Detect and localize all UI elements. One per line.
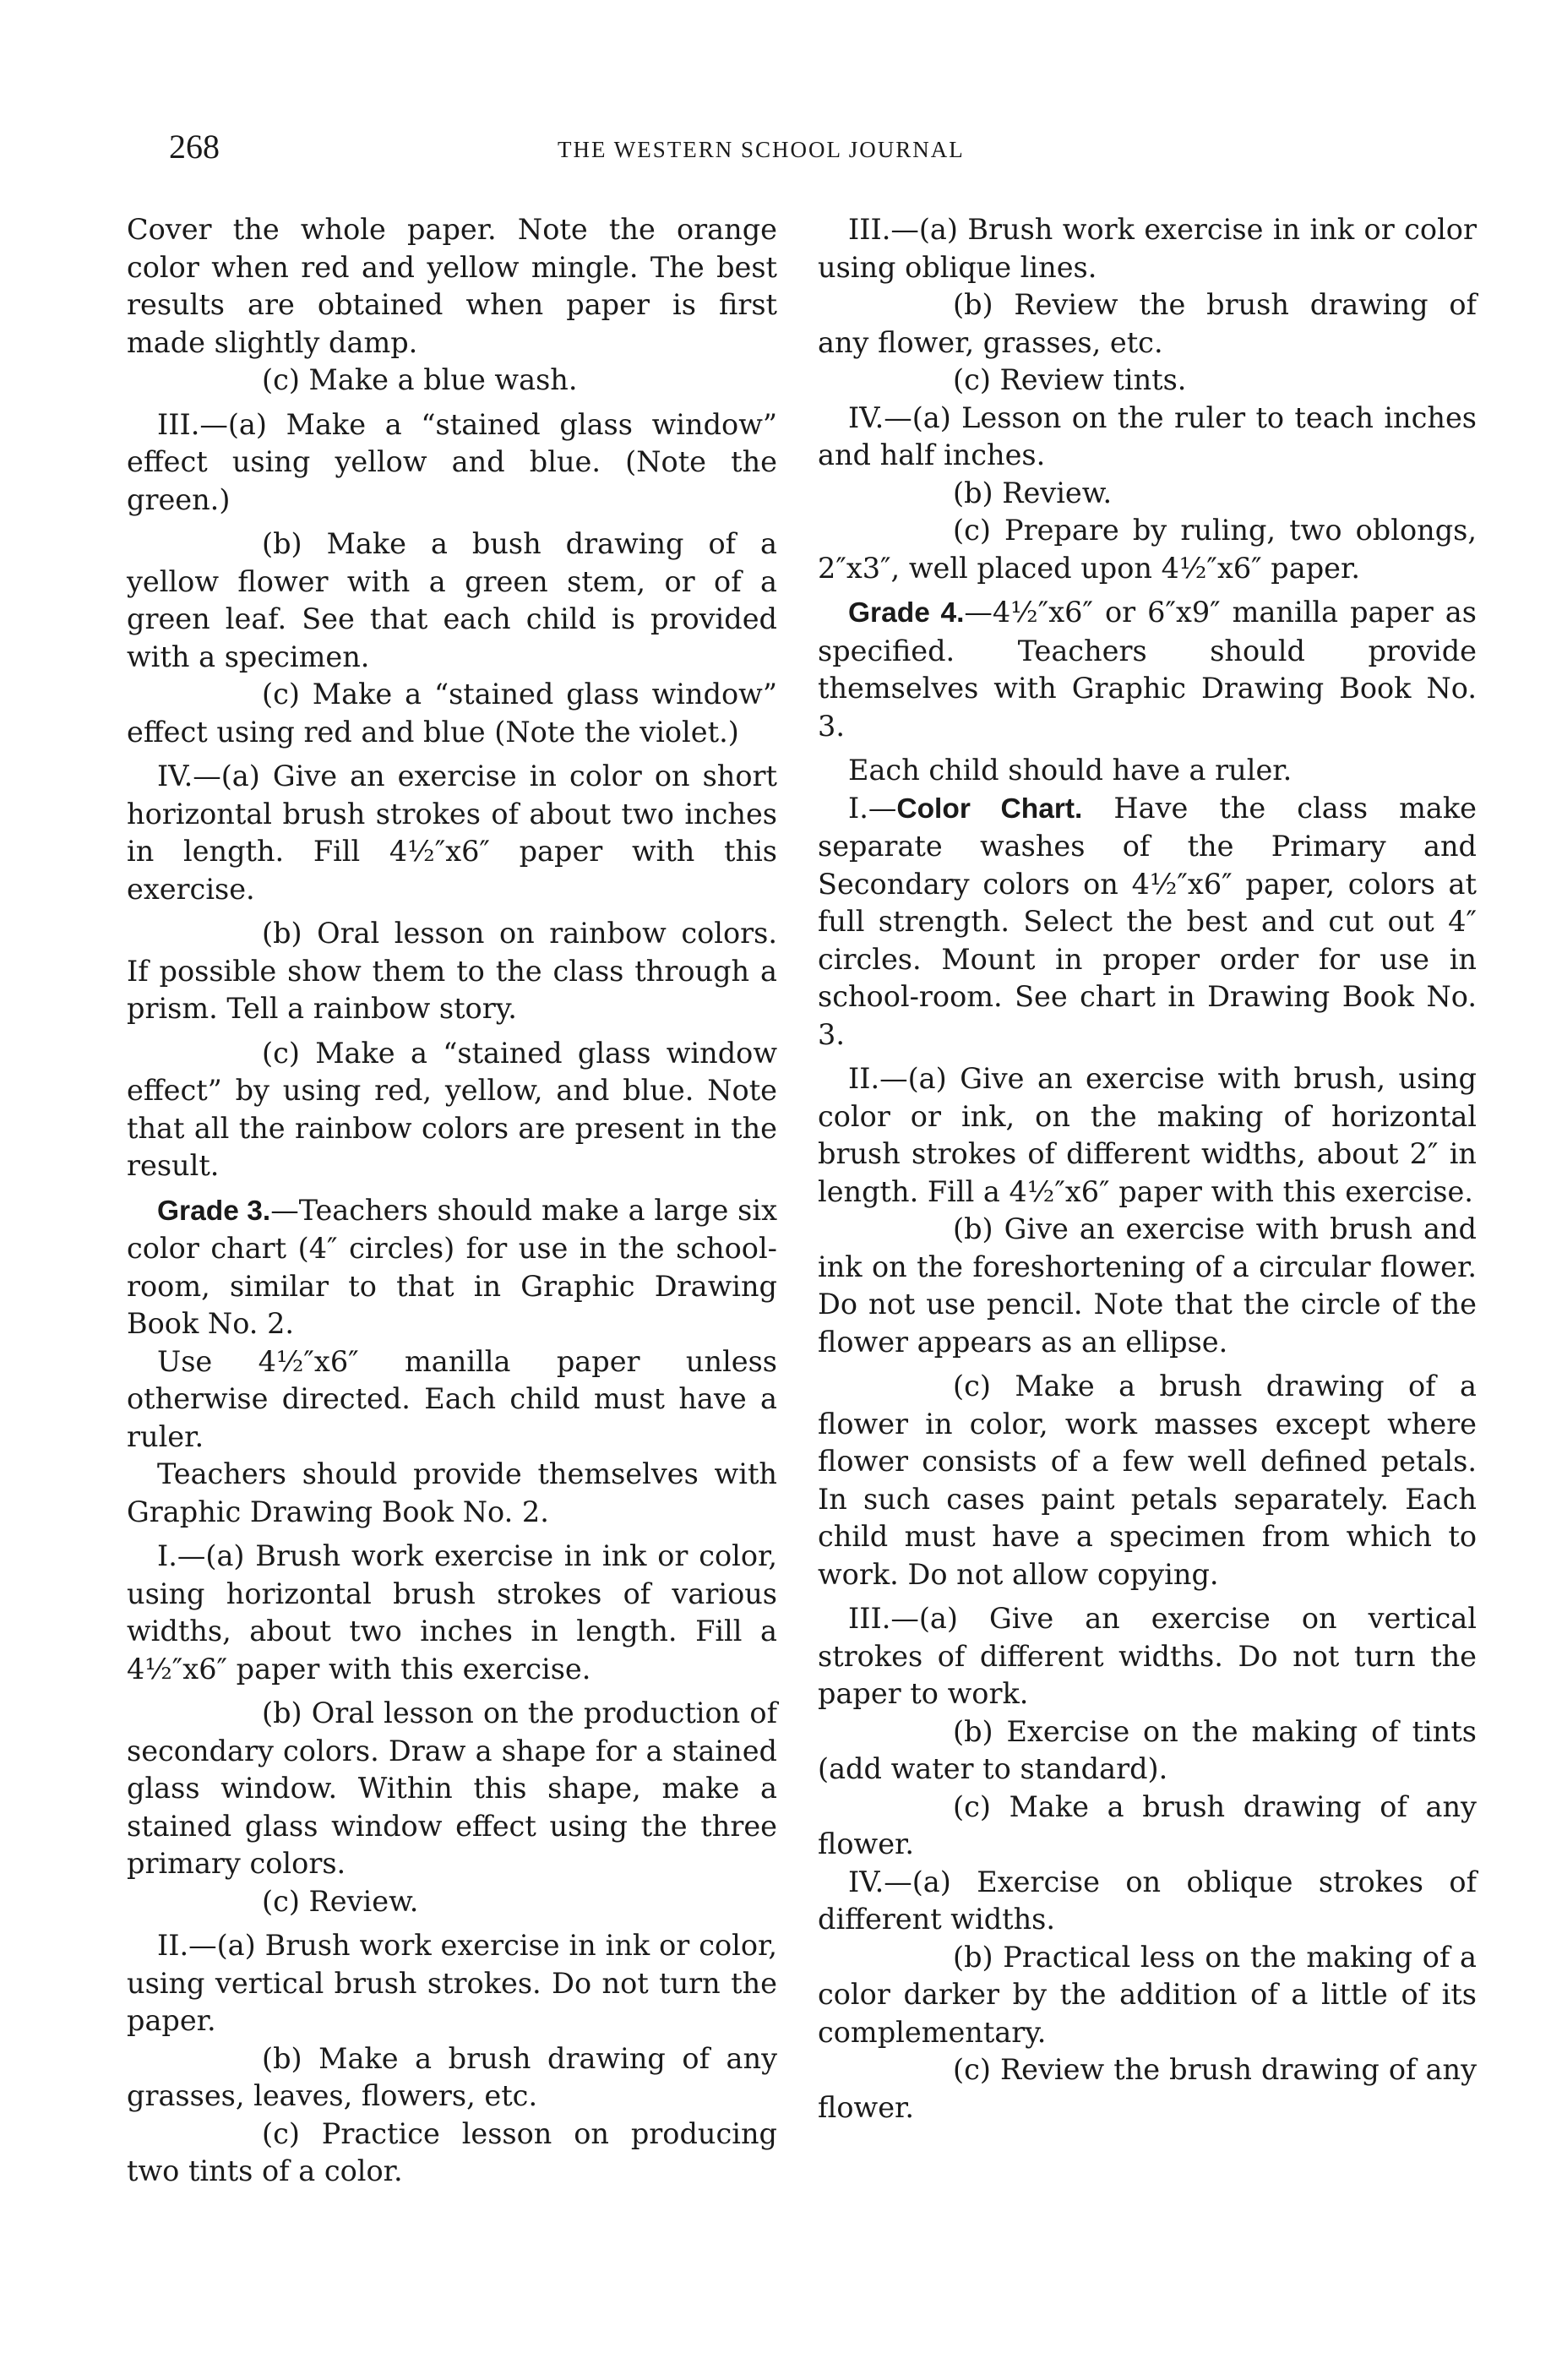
grade-4-paragraph	[818, 594, 1477, 745]
paragraph: II.—(a) Give an exercise with brush, using color or ink, on the making of horizontal brush strokes of different widths, about 2″ in length. Fill a 4½″x6″ paper with this exercise.	[818, 1062, 1477, 1208]
grade-4-text: —4½″x6″ or 6″x9″ manilla paper as specified. Teachers should provide themselves with Graphic Drawing Book No. 3.	[818, 596, 1477, 743]
paragraph: III.—(a) Make a “stained glass window” effect using yellow and blue. (Note the green.)	[127, 407, 777, 516]
grade-3-paragraph	[127, 1192, 777, 1343]
paragraph: (c) Review tints.	[953, 363, 1187, 396]
paragraph: (b) Give an exercise with brush and ink on the foreshortening of a circular flower. Do not use pencil. Note that the circle of the flower appears as an ellipse.	[818, 1212, 1477, 1359]
paragraph: (c) Make a “stained glass window effect” by using red, yellow, and blue. Note that all the rainbow colors are present in the result.	[127, 1036, 777, 1182]
paragraph: (b) Make a bush drawing of a yellow flower with a green stem, or of a green leaf. See that each child is provided with a specimen.	[127, 527, 777, 673]
color-chart-text: Have the class make separate washes of the Primary and Secondary colors on 4½″x6″ paper, colors at full strength. Select the best and cut out 4″ circles. Mount in proper order for use in school-room. See chart in Drawing Book No. 3.	[818, 791, 1477, 1051]
paragraph: I.—(a) Brush work exercise in ink or color, using horizontal brush strokes of various widths, about two inches in length. Fill a 4½″x6″ paper with this exercise.	[127, 1539, 777, 1686]
grade-3-heading: Grade 3.	[157, 1195, 271, 1227]
paragraph: IV.—(a) Lesson on the ruler to teach inches and half inches.	[818, 400, 1477, 471]
right-column	[818, 211, 1477, 2127]
paragraph: (c) Review.	[262, 1884, 419, 1918]
paragraph: (b) Make a brush drawing of any grasses, leaves, flowers, etc.	[127, 2041, 777, 2112]
color-chart-paragraph	[818, 790, 1477, 1054]
paragraph: IV.—(a) Exercise on oblique strokes of different widths.	[818, 1865, 1477, 1936]
paragraph: II.—(a) Brush work exercise in ink or color, using vertical brush strokes. Do not turn the paper.	[127, 1929, 777, 2037]
color-chart-lead: I.—	[848, 791, 897, 825]
paragraph: Use 4½″x6″ manilla paper unless otherwise directed. Each child must have a ruler.	[127, 1344, 777, 1453]
paragraph: (c) Make a blue wash.	[262, 363, 578, 396]
paragraph: (c) Review the brush drawing of any flower.	[818, 2053, 1477, 2124]
paragraph: (b) Oral lesson on rainbow colors. If possible show them to the class through a prism. Tell a rainbow story.	[127, 917, 777, 1025]
paragraph: (b) Exercise on the making of tints (add water to standard).	[818, 1714, 1477, 1785]
paragraph: (b) Review the brush drawing of any flower, grasses, etc.	[818, 288, 1477, 359]
grade-4-heading: Grade 4.	[848, 597, 965, 629]
paragraph: (b) Practical less on the making of a color darker by the addition of a little of its complementary.	[818, 1940, 1477, 2049]
paragraph: (c) Practice lesson on producing two tints of a color.	[127, 2116, 777, 2187]
paragraph: (c) Make a “stained glass window” effect using red and blue (Note the violet.)	[127, 678, 777, 749]
running-head	[169, 127, 1487, 177]
grade-3-text: —Teachers should make a large six color chart (4″ circles) for use in the school-room, similar to that in Graphic Drawing Book No. 2.	[127, 1193, 777, 1340]
paragraph: (b) Oral lesson on the production of secondary colors. Draw a shape for a stained glass window. Within this shape, make a stained glass window effect using the three primary colors.	[127, 1696, 777, 1880]
color-chart-heading: Color Chart.	[896, 792, 1083, 825]
paragraph: Cover the whole paper. Note the orange color when red and yellow mingle. The best results are obtained when paper is first made slightly damp.	[127, 213, 777, 359]
paragraph: IV.—(a) Give an exercise in color on short horizontal brush strokes of about two inches in length. Fill 4½″x6″ paper with this exercise.	[127, 760, 777, 906]
left-column	[127, 211, 777, 2191]
paragraph: Teachers should provide themselves with Graphic Drawing Book No. 2.	[127, 1457, 777, 1528]
paragraph: III.—(a) Brush work exercise in ink or color using oblique lines.	[818, 213, 1477, 284]
paragraph: Each child should have a ruler.	[848, 754, 1292, 787]
paragraph: (c) Prepare by ruling, two oblongs, 2″x3″, well placed upon 4½″x6″ paper.	[818, 514, 1477, 585]
paragraph: III.—(a) Give an exercise on vertical strokes of different widths. Do not turn the paper to work.	[818, 1602, 1477, 1710]
journal-title: THE WESTERN SCHOOL JOURNAL	[558, 137, 965, 162]
paragraph: (c) Make a brush drawing of any flower.	[818, 1789, 1477, 1860]
page-number: 268	[169, 128, 220, 166]
paragraph: (b) Review.	[953, 476, 1113, 509]
paragraph: (c) Make a brush drawing of a flower in color, work masses except where flower consists of a few well defined petals. In such cases paint petals separately. Each child must have a specimen from which to work. Do not allow copying.	[818, 1370, 1477, 1591]
